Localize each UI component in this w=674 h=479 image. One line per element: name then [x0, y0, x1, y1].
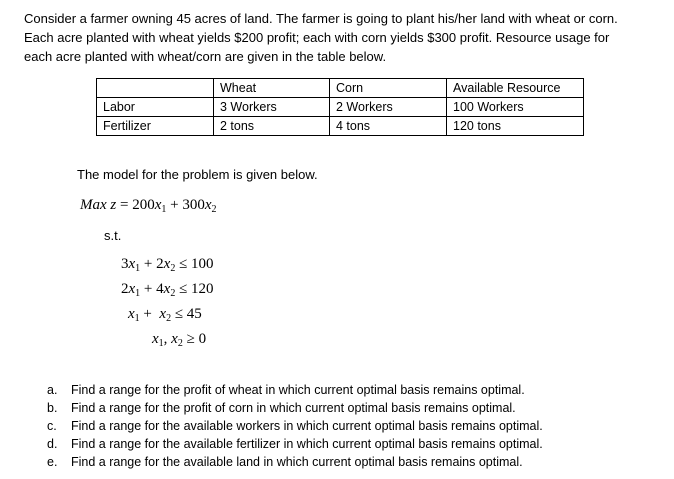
question-label: d.	[47, 437, 58, 451]
table-row	[97, 117, 584, 136]
intro-line-1: Consider a farmer owning 45 acres of land. The farmer is going to plant his/her land with wheat or corn.	[24, 11, 618, 26]
question-label: c.	[47, 419, 57, 433]
subject-to-label: s.t.	[104, 228, 122, 243]
question-text: Find a range for the profit of corn in which current optimal basis remains optimal.	[71, 401, 516, 415]
list-item	[47, 435, 543, 453]
problem-intro	[24, 9, 618, 66]
objective-function: Max $z = 200x_1 + 300x_2$	[80, 197, 217, 215]
list-item	[47, 453, 543, 471]
table-cell: Fertilizer	[97, 117, 214, 136]
table-header-cell: Available Resource	[447, 79, 584, 98]
table-cell: 3 Workers	[214, 98, 330, 117]
list-item	[47, 381, 543, 399]
model-intro: The model for the problem is given below.	[77, 167, 318, 182]
constraint-fertilizer: $2x_1 + 4x_2 \le 120$	[121, 281, 214, 299]
table-cell: 2 tons	[214, 117, 330, 136]
list-item	[47, 399, 543, 417]
table-cell: Labor	[97, 98, 214, 117]
table-header-cell	[97, 79, 214, 98]
table-cell: 2 Workers	[330, 98, 447, 117]
question-text: Find a range for the profit of wheat in which current optimal basis remains optimal.	[71, 383, 525, 397]
question-label: b.	[47, 401, 58, 415]
intro-line-2: Each acre planted with wheat yields $200 profit; each with corn yields $300 profit. Resource usage for	[24, 30, 610, 45]
question-label: e.	[47, 455, 58, 469]
question-text: Find a range for the available fertilizer in which current optimal basis remains optimal.	[71, 437, 543, 451]
table-cell: 4 tons	[330, 117, 447, 136]
question-text: Find a range for the available land in which current optimal basis remains optimal.	[71, 455, 523, 469]
constraint-land: $x_1 + x_2 \le 45$	[128, 306, 202, 324]
constraint-nonnegativity: $x_1$, $x_2 \ge 0$	[152, 331, 207, 349]
question-list	[47, 381, 543, 471]
list-item	[47, 417, 543, 435]
table-header-cell: Wheat	[214, 79, 330, 98]
table-row	[97, 98, 584, 117]
table-cell: 100 Workers	[447, 98, 584, 117]
constraint-labor: $3x_1 + 2x_2 \le 100$	[121, 256, 214, 274]
question-text: Find a range for the available workers in which current optimal basis remains optimal.	[71, 419, 543, 433]
table-header-cell: Corn	[330, 79, 447, 98]
resource-table	[96, 78, 584, 136]
question-label: a.	[47, 383, 58, 397]
table-cell: 120 tons	[447, 117, 584, 136]
table-header-row	[97, 79, 584, 98]
intro-line-3: each acre planted with wheat/corn are given in the table below.	[24, 49, 387, 64]
